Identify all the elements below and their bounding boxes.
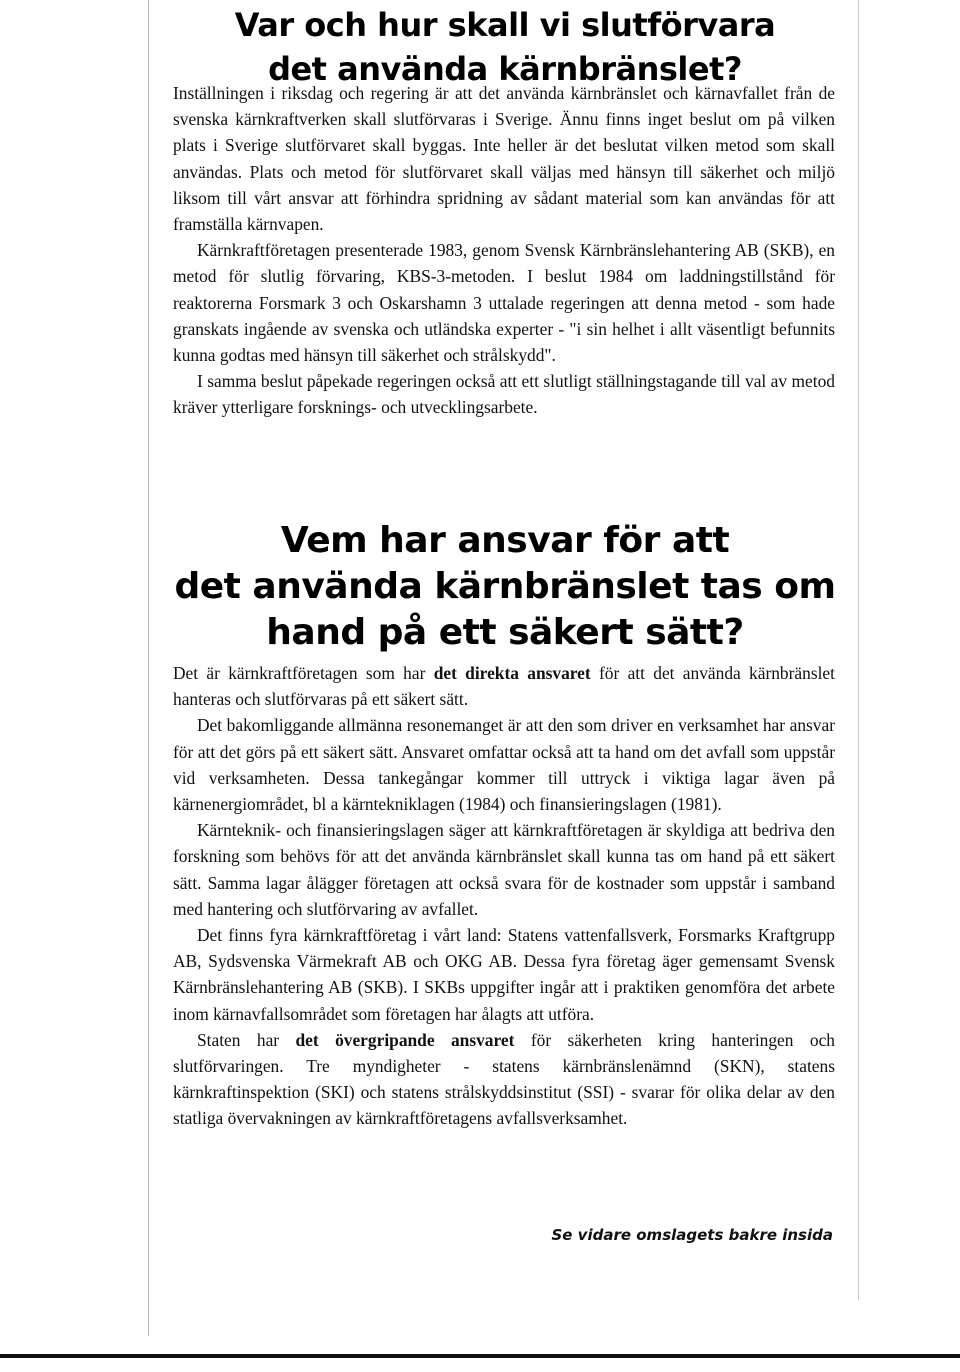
text: för att det använda kärnbränslet hanteras och slutförvaras på ett säkert sätt. — [173, 663, 835, 710]
heading-where-and-how — [175, 3, 835, 91]
right-margin-rule — [858, 0, 859, 1300]
heading2-line3: hand på ett säkert sätt? — [266, 612, 744, 653]
emphasis: det övergripande ansvaret — [295, 1029, 515, 1050]
emphasis: det direkta ansvaret — [433, 663, 591, 683]
section-storage-location — [173, 80, 835, 421]
left-margin-rule — [148, 0, 149, 1336]
paragraph: Det finns fyra kärnkraftföretag i vårt land: Statens vattenfallsverk, Forsmarks Kraftgrupp AB, Sydsvenska Värmekraft AB och OKG AB. Dessa fyra företag äger gemensamt Svensk Kärnbränslehantering AB (SKB). I SKBs uppgifter ingår att i praktiken genomföra det arbete inom kärnavfallsområdet som företagen har ålagts att utföra. — [173, 925, 835, 1024]
bottom-rule — [0, 1354, 960, 1358]
paragraph: Kärnkraftföretagen presenterade 1983, genom Svensk Kärnbränslehantering AB (SKB), en metod för slutlig förvaring, KBS-3-metoden. I beslut 1984 om laddningstillstånd för reaktorerna Forsmark 3 och Oskarshamn 3 uttalade regeringen att denna metod - som hade granskats ingående av svenska och utländska experter - "i sin helhet i allt väsentligt befunnits kunna godtas med hänsyn till säkerhet och strålskydd". — [173, 240, 835, 366]
heading1-line1: Var och hur skall vi slutförvara — [234, 6, 776, 44]
heading2-line1: Vem har ansvar för att — [280, 520, 730, 561]
text: Det är kärnkraftföretagen som har — [173, 663, 434, 683]
paragraph: Kärnteknik- och finansieringslagen säger att kärnkraftföretagen är skyldiga att bedriva den forskning som behövs för att det använda kärnbränslet skall kunna tas om hand på ett säkert sätt. Samma lagar ålägger företagen att också svara för de kostnader som uppstår i samband med hantering och slutförvaring av avfallet. — [173, 820, 835, 919]
heading1-line2: det använda kärnbränslet? — [268, 50, 742, 88]
paragraph — [173, 660, 835, 712]
heading2-line2: det använda kärnbränslet tas om — [174, 566, 836, 607]
paragraph — [173, 1027, 835, 1132]
paragraph: Det bakomliggande allmänna resonemanget är att den som driver en verksamhet har ansvar för att det görs på ett säkert sätt. Ansvaret omfattar också att ta hand om det avfall som uppstår vid verksamheten. Dessa tankegångar kommer till uttryck i viktiga lagar även på kärnenergiområdet, bl a kärntekniklagen (1984) och finansieringslagen (1981). — [173, 715, 835, 815]
see-back-cover-note: Se vidare omslagets bakre insida — [551, 1226, 833, 1244]
paragraph: Inställningen i riksdag och regering är att det använda kärnbränslet och kärnavfallet från de svenska kärnkraftverken skall slutförvaras i Sverige. Ännu finns inget beslut om på vilken plats i Sverige slutförvaret skall byggas. Inte heller är det beslutat vilken metod som skall användas. Plats och metod för slutförvaret skall väljas med hänsyn till säkerhet och miljö liksom till vårt ansvar att förhindra spridning av sådant material som kan användas för att framställa kärnvapen. — [173, 83, 835, 235]
heading-responsibility — [170, 518, 840, 656]
section-responsibility — [173, 660, 835, 1132]
text: för säkerheten kring hanteringen och slutförvaringen. Tre myndigheter - statens kärnbränslenämnd (SKN), statens kärnkraftinspektion (SKI) och statens strålskyddsinstitut (SSI) - svarar för olika delar av den statliga övervakningen av kärnkraftföretagens avfallsverksamhet. — [173, 1029, 835, 1129]
paragraph: I samma beslut påpekade regeringen också att ett slutligt ställningstagande till val av metod kräver ytterligare forsknings- och utvecklingsarbete. — [173, 371, 835, 418]
text: Staten har — [197, 1029, 296, 1050]
